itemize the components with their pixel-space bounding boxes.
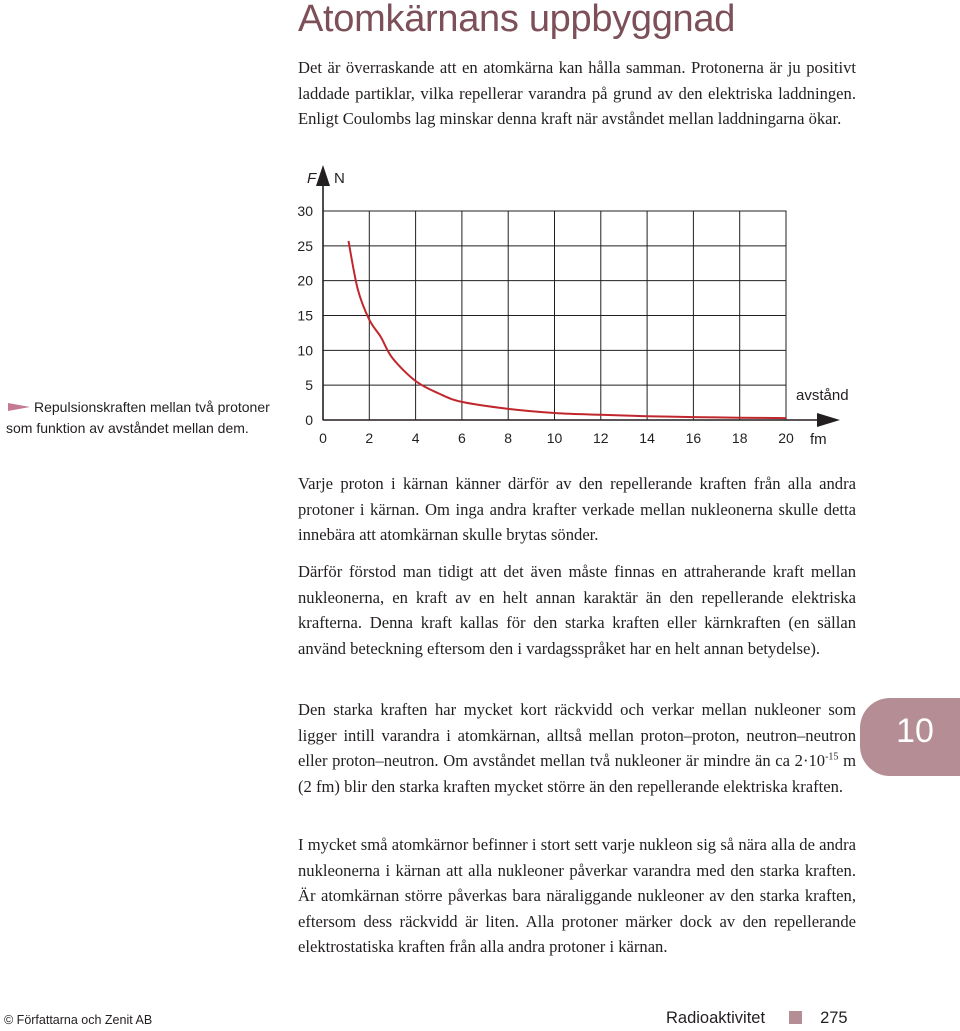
x-axis-unit: fm xyxy=(810,431,827,448)
page-number: 275 xyxy=(820,1009,848,1027)
chapter-number: 10 xyxy=(896,712,934,750)
x-tick-label: 14 xyxy=(639,430,655,446)
x-tick-label: 8 xyxy=(504,430,513,446)
y-tick-label: 0 xyxy=(305,412,313,428)
body-paragraph-3 xyxy=(298,697,856,799)
y-tick-label: 30 xyxy=(297,203,313,219)
page-title: Atomkärnans uppbyggnad xyxy=(298,0,736,40)
footer-right xyxy=(666,1009,848,1028)
x-tick-label: 10 xyxy=(546,430,563,446)
x-tick-label: 12 xyxy=(593,430,609,446)
footer-section: Radioaktivitet xyxy=(666,1009,766,1027)
x-tick-label: 16 xyxy=(685,430,702,446)
body-paragraph-3-part-a: Den starka kraften har mycket kort räckvidd och verkar mellan nukleoner som ligger intill varandra i atomkärnan, alltså mellan proton–proton, neutron–neutron eller proton–neutron. Om avståndet mellan två nukleoner är mindre än ca 2·10 xyxy=(298,700,856,771)
x-tick-label: 0 xyxy=(319,430,327,446)
x-tick-label: 4 xyxy=(411,430,420,446)
x-tick-label: 20 xyxy=(778,430,794,446)
caption-line-2: som funktion av avståndet mellan dem. xyxy=(6,420,249,436)
x-tick-label: 18 xyxy=(731,430,748,446)
caption-text-1: Repulsionskraften mellan två protoner xyxy=(34,399,270,415)
chart-grid xyxy=(323,211,786,420)
body-paragraph-3-part-b: m (2 fm) blir den starka kraften mycket större än den repellerande elektriska kraften. xyxy=(298,751,856,796)
y-tick-label: 25 xyxy=(297,237,313,254)
y-tick-label: 10 xyxy=(297,342,313,359)
x-tick-label: 6 xyxy=(458,430,466,446)
footer-copyright: © Författarna och Zenit AB xyxy=(4,1013,153,1027)
x-axis-arrow-icon xyxy=(817,413,840,427)
y-tick-label: 20 xyxy=(297,272,313,289)
repulsion-curve xyxy=(349,241,787,418)
body-paragraph-4: I mycket små atomkärnor befinner i stort sett varje nukleon sig så nära alla de andra nukleonerna i kärnan att alla nukleoner påverkar varandra med den starka kraften. Är atomkärnan större påverkas bara näraliggande nukleoner av den starka kraften, eftersom dess räckvidd är liten. Alla protoner märker dock av den repellerande elektrostatiska kraften från alla andra protoner i kärnan. xyxy=(298,835,856,957)
y-axis-unit: N xyxy=(334,170,345,187)
y-tick-label: 5 xyxy=(305,377,313,394)
x-tick-label: 2 xyxy=(365,430,374,446)
exponent: -15 xyxy=(825,751,839,763)
y-axis-arrow-icon xyxy=(316,165,330,186)
body-paragraph-1: Varje proton i kärnan känner därför av den repellerande kraften från alla andra protoner i kärnan. Om inga andra krafter verkade mellan nukleonerna skulle detta innebära att atomkärnan skulle brytas sönder. xyxy=(298,474,856,545)
force-distance-chart xyxy=(0,0,960,470)
y-axis-label: F xyxy=(307,170,317,187)
intro-paragraph: Det är överraskande att en atomkärna kan hålla samman. Protonerna är ju positivt laddade partiklar, vilka repellerar varandra på grund av den elektriska laddningen. Enligt Coulombs lag minskar denna kraft när avståndet mellan laddningarna ökar. xyxy=(298,58,856,129)
footer-square-icon xyxy=(789,1011,802,1024)
body-paragraph-2: Därför förstod man tidigt att det även måste finnas en attraherande kraft mellan nukleonerna, en kraft av en helt annan karaktär än den repellerande elektriska krafterna. Denna kraft kallas för den starka kraften eller kärnkraften (en sällan använd beteckning eftersom den i vardagsspråket har en helt annan betydelse). xyxy=(298,562,856,658)
y-tick-label: 15 xyxy=(297,307,313,324)
x-axis-label: avstånd xyxy=(796,387,849,404)
